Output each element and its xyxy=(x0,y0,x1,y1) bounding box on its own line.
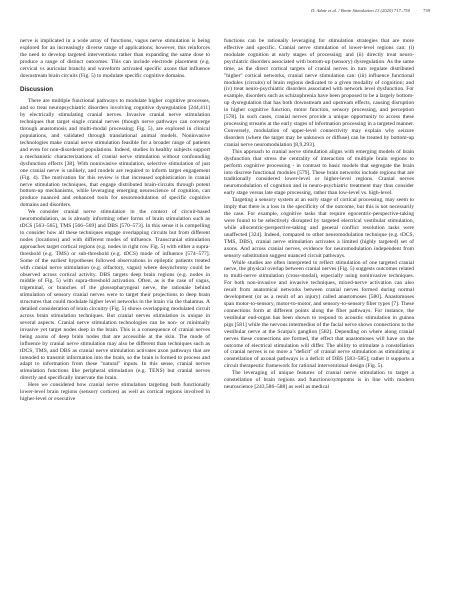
body-paragraph: We consider cranial nerve stimulation in the context of circuit-based neuromodulation, as is already informing other forms of brain stimulation such as tDCS [563–565], TMS [566–569] and DBS [570–573]. In this sense it is compelling to consider how all these techniques engage overlapping circuits but from different nodes (locations) and with different modes of influence. Transcranial stimulation approaches target cortical regions (e.g. nodes in right row Fig. 5) with either a supra-threshold (e.g. TMS) or sub-threshold (e.g. tDCS) mode of influence [574–577]. Some of the earliest hypotheses followed observations in epileptic patients treated with cranial nerve stimulation (e.g. olfactory, vagus) where desynchrony could be observed across cortical activity. DBS targets deep brain regions (e.g. nodes in middle of Fig. 5) with supra-threshold activation. Often, as is the case of vagus, trigeminal, or branches of the glossopharyngeal nerve, the rationale behind stimulation of sensory cranial nerves were to target their projections to deep brain structures that could modulate higher level networks in the brain via the thalamus. A detailed consideration of brain circuitry (Fig. 5) shows overlapping modulated circuit across brain stimulation techniques. But cranial nerves stimulation is unique in several aspects. Cranial nerve stimulation technologies can be non- or minimally invasive yet target nodes deep in the brain. This is a consequence of cranial nerves being axons of deep brain nodes that are accessible at the skin. The mode of influence by cranial nerve stimulation may also be different than techniques such as tDCS, TMS, and DBS as cranial nerve stimulation activates axon pathways that are intended to transmit information into the brain, so the brain is formed to process and adapt to information from these "natural" inputs. In this sense, cranial nerves stimulation functions like peripheral stimulation (e.g. TENS) but cranial nerves directly and specifically innervate the brain. xyxy=(20,209,210,382)
body-paragraph: nerve is implicated in a wide array of functions, vagus nerve stimulation is being explored for an increasingly diverse range of applications; however, this reinforces the need to develop targeted interventions rather than expanding the same dose to produce a range of distinct outcomes. This can include electrode placement (e.g. cervical vs auricular branch) and waveform activated specific axons that influence downstream brain circuits (Fig. 5) to modulate specific cognitive domains. xyxy=(20,38,210,79)
running-header xyxy=(20,8,430,18)
right-text-column xyxy=(224,38,414,588)
section-heading: Discussion xyxy=(20,85,54,93)
body-paragraph: Here we considered how cranial nerve stimulation targeting both functionally lower-level brain regions (sensory cortices) as well as cortical regions involved in higher-level or executive xyxy=(20,382,210,403)
page-number: 739 xyxy=(423,8,430,13)
body-paragraph: This approach to cranial nerve stimulation aligns with emerging models of brain dysfunction that stress the centrality of interaction of multiple brain regions to perform cognitive processing - in contrast to basic models that segregate the brain into discrete functional modules [579]. These brain networks include regions that are traditionally considered lower-level or higher-level regions. Cranial nerves neuromodulation of cognition and in neuro-psychiatric treatment may thus consider early stage versus late stage processing, rather than low-level vs. high-level. xyxy=(224,148,414,197)
body-paragraph: The leveraging of unique features of cranial nerve stimulation to target a constellation of brain regions and functions/symptoms is in line with modern neuroscience [243,586–588] as well as medical xyxy=(224,370,414,391)
body-paragraph: While studies are often interpreted to reflect stimulation of one targeted cranial nerve, the physical overlap between cranial nerves (Fig. 5) suggests outcomes related to multi-nerve stimulation (cross-modal), especially using noninvasive techniques. For both non-invasive and invasive techniques, mixed-nerve activation can also result from anatomical networks between cranial nerves formed during normal development (or as a result of an injury) called anastomoses [580]. Anastomoses span motor-to-sensory, motor-to-motor, and sensory-to-sensory fiber types [7]. These connections form at different points along the fiber pathways. For instance, the vestibular end-organ has been shown to respond to acoustic stimulation in guinea pigs [581] while the nervous intermedius of the facial nerve shows connections to the vestibular nerve at the Scarpa's ganglion [582]. Depending on where along cranial nerves these connections are formed, the effect that anastomoses will have on the outcome of electrical stimulation will differ. The ability to stimulate a constellation of cranial nerves is no more a "deficit" of cranial nerve stimulation as stimulating a constellation of axonal pathways is a deficit of DBS [583–585]; rather it supports a circuit therapeutic framework for rational interventional design (Fig. 5). xyxy=(224,259,414,370)
left-text-column xyxy=(20,38,210,588)
body-paragraph: functions can be rationally leveraging for stimulation strategies that are more effective and specific. Cranial nerve stimulation of lower-level regions can: (i) modulate cognition at early stages of processing; and (ii) directly treat neuro-psychiatric disorders associated with bottom-up (sensory) dysregulation. As the same time, as the direct cortical targets of cranial nerves in turn regulate distributed "higher" cortical networks, cranial nerve stimulation can: (iii) influence functional modules (circuits) of brain regions dedicated to a given modality of cognition; and (iv) treat neuro-psychiatric disorders associated with network level dysfunction. For example, disorders such as schizophrenia have been proposed to be a largely bottom-up dysregulation that has both downstream and upstream effects, causing disruption in higher cognitive function, motor function, sensory processing, and perception [578]. In such cases, cranial nerves provide a unique opportunity to access these processing streams at the early stages of information processing in a targeted manner. Conversely, modulation of upper-level connectivity may explain why seizure disorders (where the target may be unknown or diffuse) can be treated by bottom-up cranial nerve neuromodulation [8,9,293]. xyxy=(224,38,414,148)
body-paragraph: Targeting a sensory system at an early stage of cortical processing, may seem to imply that there is a loss in the specificity of the outcome, but this is not necessarily the case. For example, cognitive tasks that require egocentric-perspective-taking were found to be selectively disrupted by targeted electrical vestibular stimulation, while allocentric-perspective-taking and general conflict resolution tasks were unaffected [324]. Indeed, compared to other neuromodulation technique (e.g. tDCS, TMS, DBS), cranial nerve stimulation activates a limited (highly targeted) set of axons. And across cranial nerves, evidence for neuromodulation independent from sensory substitution suggest nuanced circuit pathways. xyxy=(224,197,414,259)
journal-citation: D. Adair et al. / Brain Stimulation 13 (2020) 717–750 xyxy=(310,8,410,13)
body-paragraph: There are multiple functional pathways to modulate higher cognitive processes, and so treat neuropsychiatric disorders involving cognitive dysregulation [244,411] by electrically stimulating cranial nerves. Invasive cranial nerve stimulation techniques that target single cranial nerves (though nerve pathways can converge through anastomosis and multi-modal processing; Fig. 5), are explored in clinical populations, and validated through translational animal models. Noninvasive technologies make cranial nerve stimulation feasible for a broader range of patients and even for non-disordered populations. Indeed, studies in healthy subjects support a mechanistic characterizations of cranial nerve stimulation without confounding dysfunction effects [38]. With noninvasive stimulation, selective stimulation of just one cranial nerve is unlikely, and models are required to inform target engagement (Fig. 4). The motivation for this review is that increased sophistication in cranial nerve stimulation techniques, that engage distributed brain-circuits through potent bottom-up mechanisms, while leveraging emerging neuroscience of cognition, can produce nuanced and enhanced tools for neuromodulation of specific cognitive domains and disorders. xyxy=(20,98,210,209)
